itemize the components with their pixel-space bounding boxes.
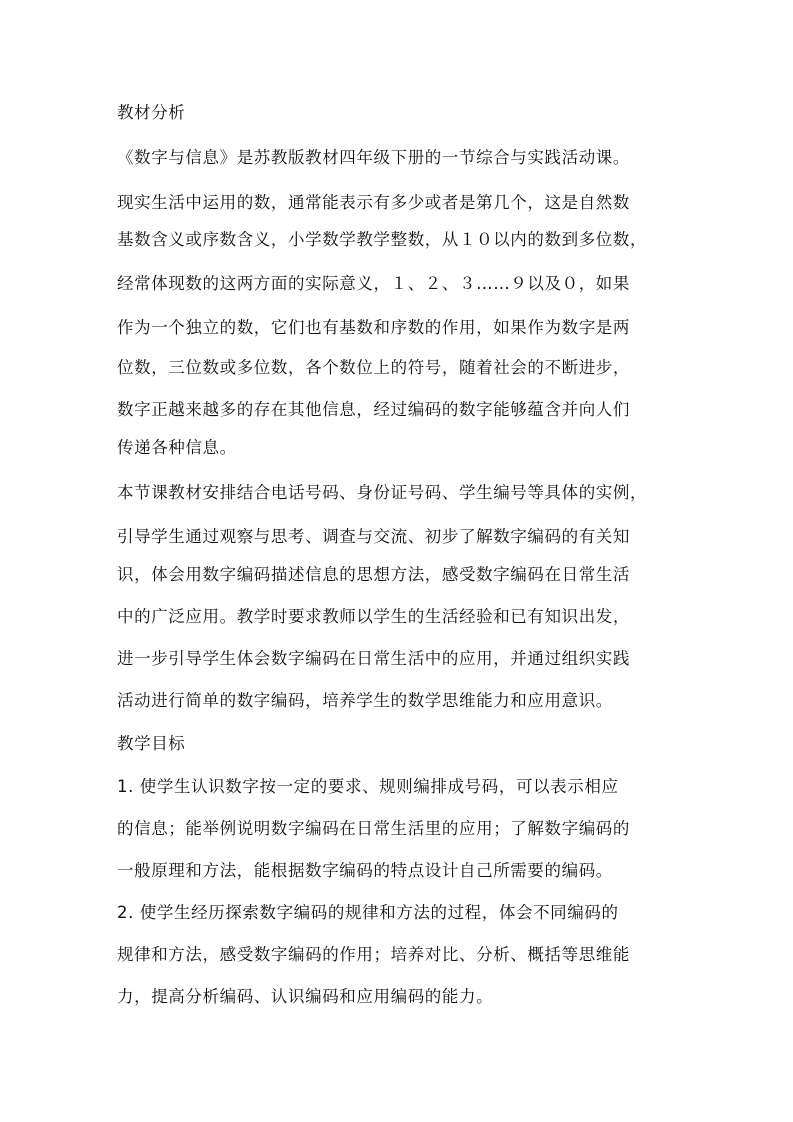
analysis-paragraph-1-line-1: 《数字与信息》是苏教版教材四年级下册的一节综合与实践活动课。 bbox=[117, 148, 630, 167]
heading-teaching-material-analysis: 教材分析 bbox=[117, 103, 186, 122]
analysis-paragraph-2-line-3: 识，体会用数字编码描述信息的思想方法，感受数字编码在日常生活 bbox=[117, 565, 630, 584]
goal-1-line-1: 1. 使学生认识数字按一定的要求、规则编排成号码，可以表示相应 bbox=[117, 777, 619, 796]
goal-2-line-1: 2. 使学生经历探索数字编码的规律和方法的过程，体会不同编码的 bbox=[117, 903, 619, 922]
analysis-paragraph-1-line-3: 基数含义或序数含义，小学数学教学整数，从１０以内的数到多位数， bbox=[117, 230, 648, 249]
analysis-paragraph-2-line-5: 进一步引导学生体会数字编码在日常生活中的应用，并通过组织实践 bbox=[117, 649, 630, 668]
analysis-paragraph-2-line-4: 中的广泛应用。教学时要求教师以学生的生活经验和已有知识出发， bbox=[117, 607, 630, 626]
analysis-paragraph-2-line-1: 本节课教材安排结合电话号码、身份证号码、学生编号等具体的实例， bbox=[117, 483, 648, 502]
heading-teaching-goals: 教学目标 bbox=[117, 734, 186, 753]
analysis-paragraph-2-line-2: 引导学生通过观察与思考、调查与交流、初步了解数字编码的有关知 bbox=[117, 527, 630, 546]
analysis-paragraph-1-line-6: 位数，三位数或多位数，各个数位上的符号，随着社会的不断进步， bbox=[117, 358, 630, 377]
goal-1-line-2: 的信息；能举例说明数字编码在日常生活里的应用；了解数字编码的 bbox=[117, 819, 630, 838]
analysis-paragraph-1-line-8: 传递各种信息。 bbox=[117, 438, 237, 457]
analysis-paragraph-1-line-2: 现实生活中运用的数，通常能表示有多少或者是第几个，这是自然数 bbox=[117, 193, 630, 212]
goal-1-line-3: 一般原理和方法，能根据数字编码的特点设计自己所需要的编码。 bbox=[117, 861, 613, 880]
analysis-paragraph-1-line-5: 作为一个独立的数，它们也有基数和序数的作用，如果作为数字是两 bbox=[117, 318, 630, 337]
analysis-paragraph-2-line-6: 活动进行简单的数字编码，培养学生的数学思维能力和应用意识。 bbox=[117, 691, 613, 710]
goal-2-line-2: 规律和方法，感受数字编码的作用；培养对比、分析、概括等思维能 bbox=[117, 945, 630, 964]
analysis-paragraph-1-line-4: 经常体现数的这两方面的实际意义，１、２、３……９以及０，如果 bbox=[117, 274, 630, 293]
goal-2-line-3: 力，提高分析编码、认识编码和应用编码的能力。 bbox=[117, 987, 494, 1006]
analysis-paragraph-1-line-7: 数字正越来越多的存在其他信息，经过编码的数字能够蕴含并向人们 bbox=[117, 400, 630, 419]
